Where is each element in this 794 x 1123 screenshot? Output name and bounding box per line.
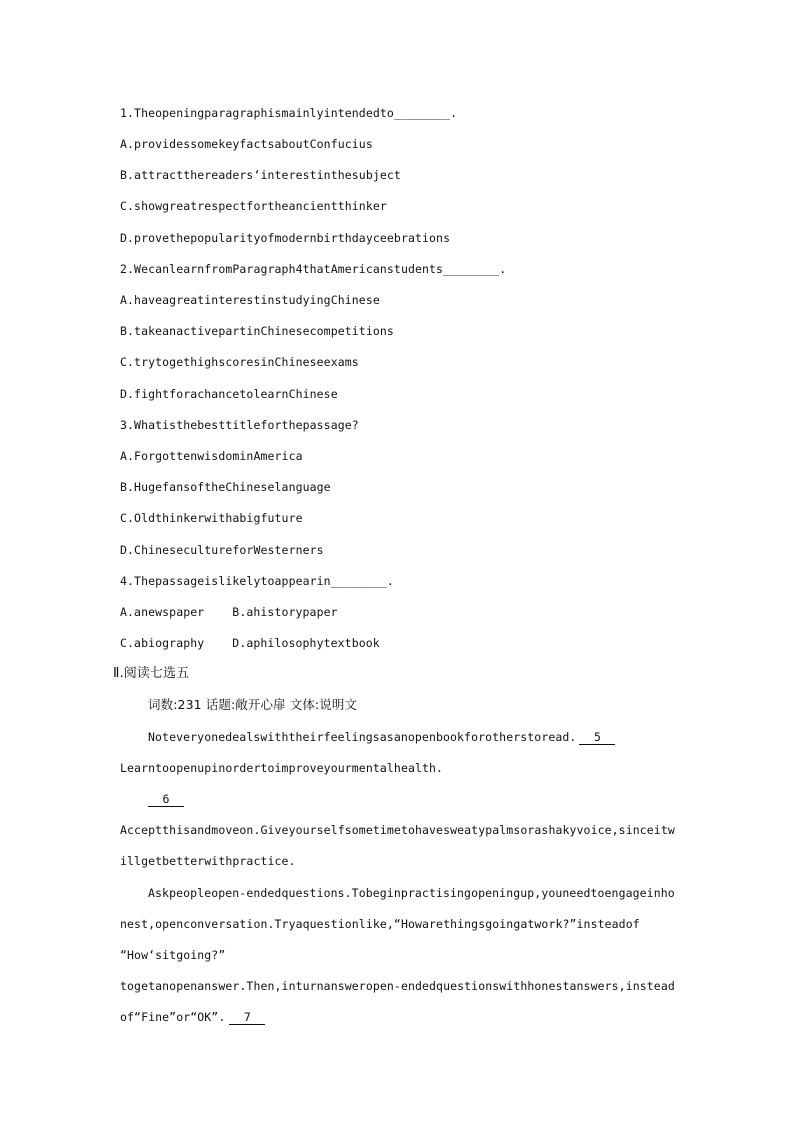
- question-4-options-row-2: [120, 635, 694, 651]
- section-heading: Ⅱ.阅读七选五: [113, 666, 190, 681]
- paragraph-blank-6-line: [148, 791, 694, 807]
- paragraph-3-line-2: nest,openconversation.Tryaquestionlike,“Howarethingsgoingatwork?”insteadof: [120, 917, 640, 931]
- question-2-option-b: B.takeanactivepartinChinesecompetitions: [120, 324, 394, 338]
- blank-6: 6: [148, 793, 184, 807]
- question-4-option-d: D.aphilosophytextbook: [232, 636, 380, 650]
- paragraph-1-line-2: Learntoopenupinordertoimproveyourmentalhealth.: [120, 761, 444, 775]
- question-4-stem: 4.Thepassageislikelytoappearin________.: [120, 574, 394, 588]
- paragraph-3-line-1: Askpeopleopen-endedquestions.Tobeginpractisingopeningup,youneedtoengageinho: [148, 886, 675, 900]
- question-1-stem: 1.Theopeningparagraphismainlyintendedto________.: [120, 106, 458, 120]
- question-3-option-c: C.Oldthinkerwithabigfuture: [120, 511, 303, 525]
- paragraph-3-line-4: togetanopenanswer.Then,inturnansweropen-endedquestionswithhonestanswers,instead: [120, 979, 675, 993]
- question-2-option-c: C.trytogethighscoresinChineseexams: [120, 355, 359, 369]
- question-1-option-c: C.showgreatrespectfortheancientthinker: [120, 199, 387, 213]
- blank-5: 5: [579, 731, 615, 745]
- paragraph-1-text: Noteveryonedealswiththeirfeelingsasanopenbookforotherstoread.: [148, 730, 577, 744]
- question-1-option-d: D.provethepopularityofmodernbirthdayceebrations: [120, 231, 451, 245]
- question-3-option-a: A.ForgottenwisdominAmerica: [120, 449, 303, 463]
- question-4-options-row-1: [120, 604, 694, 620]
- question-2-option-d: D.fightforachancetolearnChinese: [120, 387, 338, 401]
- paragraph-3-line-5: [120, 1009, 694, 1025]
- question-4-option-b: B.ahistorypaper: [232, 605, 338, 619]
- passage-meta: 词数:231 话题:敞开心扉 文体:说明文: [148, 697, 358, 712]
- question-4-option-c: C.abiography: [120, 636, 205, 650]
- question-3-option-d: D.ChinesecultureforWesterners: [120, 543, 324, 557]
- question-4-option-a: A.anewspaper: [120, 605, 205, 619]
- question-1-option-a: A.providessomekeyfactsaboutConfucius: [120, 137, 373, 151]
- question-3-stem: 3.Whatisthebesttitleforthepassage?: [120, 418, 359, 432]
- question-1-option-b: B.attractthereaders‘interestinthesubject: [120, 168, 401, 182]
- paragraph-3-line-3: “How‘sitgoing?”: [120, 948, 226, 962]
- paragraph-1-line-1: [148, 729, 694, 745]
- paragraph-3-text-end: of“Fine”or“OK”.: [120, 1010, 226, 1024]
- paragraph-2-line-1: Acceptthisandmoveon.Giveyourselfsometimetohavesweatypalmsorashakyvoice,sinceitw: [120, 823, 675, 837]
- question-2-stem: 2.WecanlearnfromParagraph4thatAmericanstudents________.: [120, 262, 507, 276]
- blank-7: 7: [229, 1011, 265, 1025]
- paragraph-2-line-2: illgetbetterwithpractice.: [120, 854, 296, 868]
- question-3-option-b: B.HugefansoftheChineselanguage: [120, 480, 331, 494]
- question-2-option-a: A.haveagreatinterestinstudyingChinese: [120, 293, 380, 307]
